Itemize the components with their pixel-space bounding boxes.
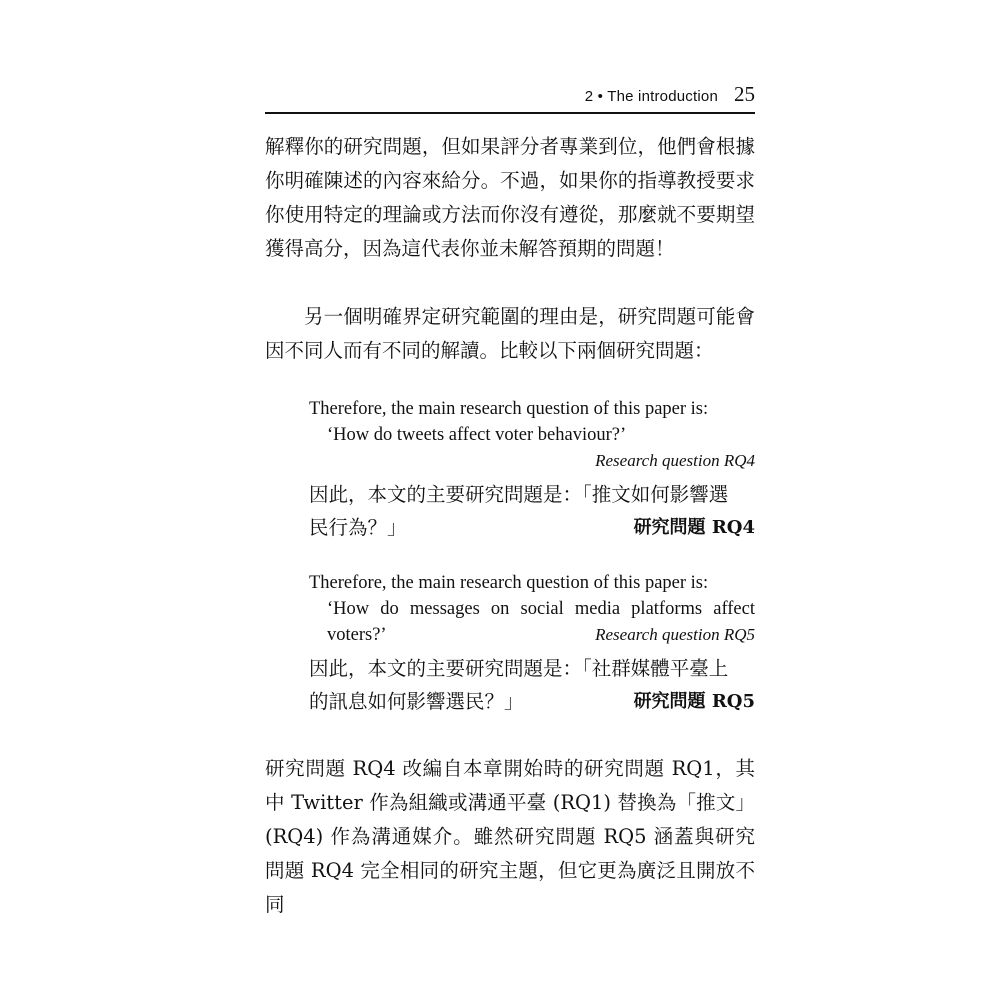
example-rq4: [309, 396, 755, 544]
running-header: [265, 82, 755, 114]
example-rq4-cn-lastline: [309, 511, 755, 544]
paragraph-1: 解釋你的研究問題，但如果評分者專業到位，他們會根據你明確陳述的內容來給分。不過，如果你的指導教授要求你使用特定的理論或方法而你沒有遵從，那麼就不要期望獲得高分，因為這代表你並未解答預期的問題！: [265, 135, 755, 260]
example-rq4-cn-line2: 民行為？」: [309, 516, 407, 539]
paragraph-2: 另一個明確界定研究範圍的理由是，研究問題可能會因不同人而有不同的解讀。比較以下兩個研究問題：: [265, 305, 755, 362]
example-rq4-cn-line1: 因此，本文的主要研究問題是：「推文如何影響選: [309, 483, 729, 506]
example-rq5-en-question-line1: ‘How do messages on social media platforms affect: [327, 599, 755, 619]
example-rq5-en-lastline: [309, 622, 755, 648]
example-rq5: [309, 570, 755, 718]
header-text: [585, 82, 755, 107]
example-rq5-cn-lastline: [309, 685, 755, 718]
example-rq5-cn-label: 研究問題 RQ5: [633, 691, 755, 712]
page-number: 25: [734, 82, 755, 106]
example-rq5-cn-line1: 因此，本文的主要研究問題是：「社群媒體平臺上: [309, 657, 729, 680]
example-rq4-cn: [309, 478, 755, 544]
section-title: 2 • The introduction: [584, 88, 718, 105]
example-rq4-en-question: ‘How do tweets affect voter behaviour?’: [327, 425, 627, 445]
example-rq5-en-question-line2: voters?’: [327, 625, 387, 645]
paragraph-3: 研究問題 RQ4 改編自本章開始時的研究問題 RQ1，其中 Twitter 作為組織或溝通平臺 (RQ1) 替換為「推文」(RQ4) 作為溝通媒介。雖然研究問題 RQ5 涵蓋與研究問題 RQ4 完全相同的研究主題，但它更為廣泛且開放不同: [265, 757, 755, 916]
example-rq5-en-intro: Therefore, the main research question of this paper is:: [309, 573, 709, 593]
example-rq5-cn-line2: 的訊息如何影響選民？」: [309, 690, 524, 713]
example-rq5-en-label: Research question RQ5: [595, 625, 755, 644]
example-rq4-en-label: Research question RQ4: [595, 451, 755, 470]
example-rq5-cn: [309, 652, 755, 718]
example-rq4-cn-label: 研究問題 RQ4: [633, 517, 755, 538]
example-rq4-en-intro: Therefore, the main research question of this paper is:: [309, 399, 709, 419]
